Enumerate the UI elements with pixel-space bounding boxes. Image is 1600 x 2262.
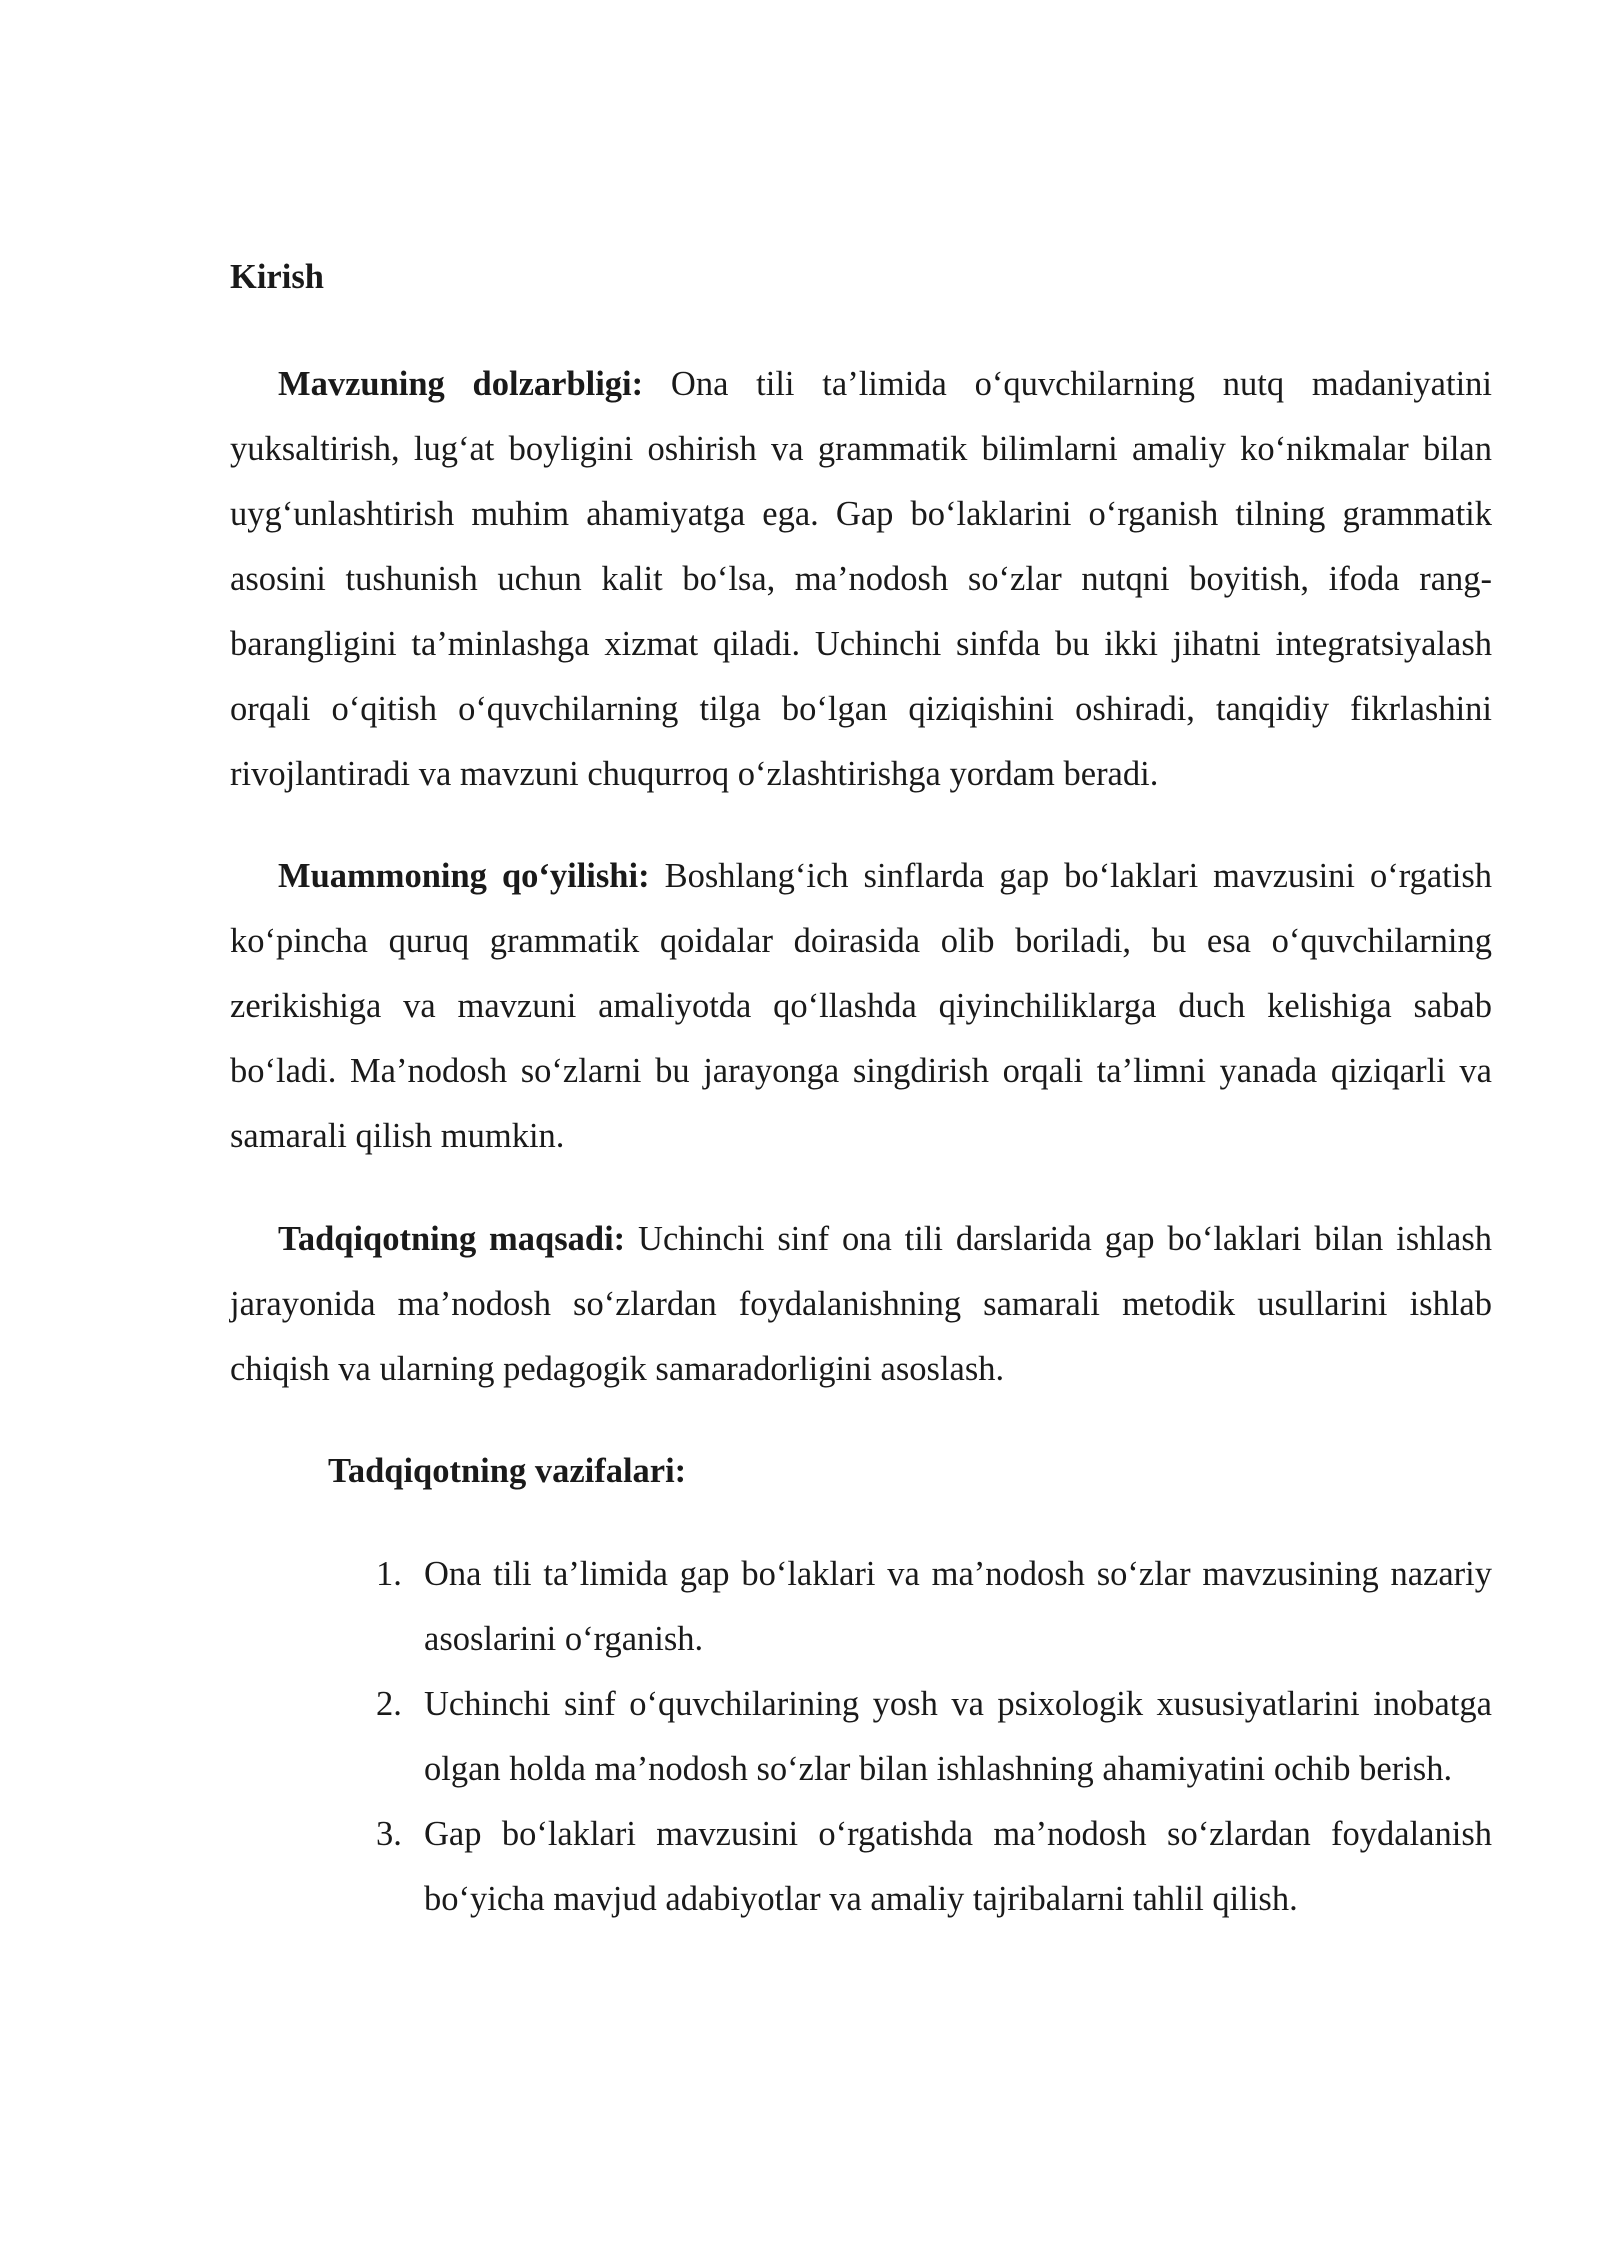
goal-label: Tadqiqotning maqsadi: — [278, 1220, 626, 1258]
list-item — [230, 1542, 1492, 1672]
list-item-text: Gap bo‘laklari mavzusini o‘rgatishda ma’nodosh so‘zlardan foydalanish bo‘yicha mavjud adabiyotlar va amaliy tajribalarni tahlil qilish. — [424, 1815, 1492, 1918]
list-item-number: 3. — [376, 1815, 402, 1853]
tasks-heading: Tadqiqotning vazifalari: — [328, 1452, 687, 1490]
page-title: Kirish — [230, 258, 324, 296]
list-item — [230, 1802, 1492, 1932]
problem-paragraph — [230, 844, 1492, 1169]
document-page — [230, 252, 1492, 1932]
list-item-number: 1. — [376, 1555, 402, 1593]
problem-text: Boshlang‘ich sinflarda gap bo‘laklari mavzusini o‘rgatish ko‘pincha quruq grammatik qoidalar doirasida olib boriladi, bu esa o‘quvchilarning zerikishiga va mavzuni amaliyotda qo‘llashda qiyinchiliklarga duch kelishiga sabab bo‘ladi. Ma’nodosh so‘zlarni bu jarayonga singdirish orqali ta’limni yanada qiziqarli va samarali qilish mumkin. — [230, 857, 1493, 1155]
problem-label: Muammoning qo‘yilishi: — [278, 857, 650, 895]
relevance-paragraph — [230, 352, 1492, 807]
tasks-list — [230, 1542, 1492, 1932]
goal-text: Uchinchi sinf ona tili darslarida gap bo‘laklari bilan ishlash jarayonida ma’nodosh so‘zlardan foydalanishning samarali metodik usullarini ishlab chiqish va ularning pedagogik samaradorligini asoslash. — [230, 1220, 1492, 1388]
relevance-text: Ona tili ta’limida o‘quvchilarning nutq madaniyatini yuksaltirish, lug‘at boyligini oshirish va grammatik bilimlarni amaliy ko‘nikmalar bilan uyg‘unlashtirish muhim ahamiyatga ega. Gap bo‘laklarini o‘rganish tilning grammatik asosini tushunish uchun kalit bo‘lsa, ma’nodosh so‘zlar nutqni boyitish, ifoda rang-barangligini ta’minlashga xizmat qiladi. Uchinchi sinfda bu ikki jihatni integratsiyalash orqali o‘qitish o‘quvchilarning tilga bo‘lgan qiziqishini oshiradi, tanqidiy fikrlashini rivojlantiradi va mavzuni chuqurroq o‘zlashtirishga yordam beradi. — [230, 365, 1492, 793]
relevance-label: Mavzuning dolzarbligi: — [278, 365, 644, 403]
list-item-text: Uchinchi sinf o‘quvchilarining yosh va psixologik xususiyatlarini inobatga olgan holda ma’nodosh so‘zlar bilan ishlashning ahamiyatini ochib berish. — [424, 1685, 1492, 1788]
list-item-number: 2. — [376, 1685, 402, 1723]
goal-paragraph — [230, 1207, 1492, 1402]
list-item — [230, 1672, 1492, 1802]
list-item-text: Ona tili ta’limida gap bo‘laklari va ma’nodosh so‘zlar mavzusining nazariy asoslarini o‘rganish. — [424, 1555, 1492, 1658]
